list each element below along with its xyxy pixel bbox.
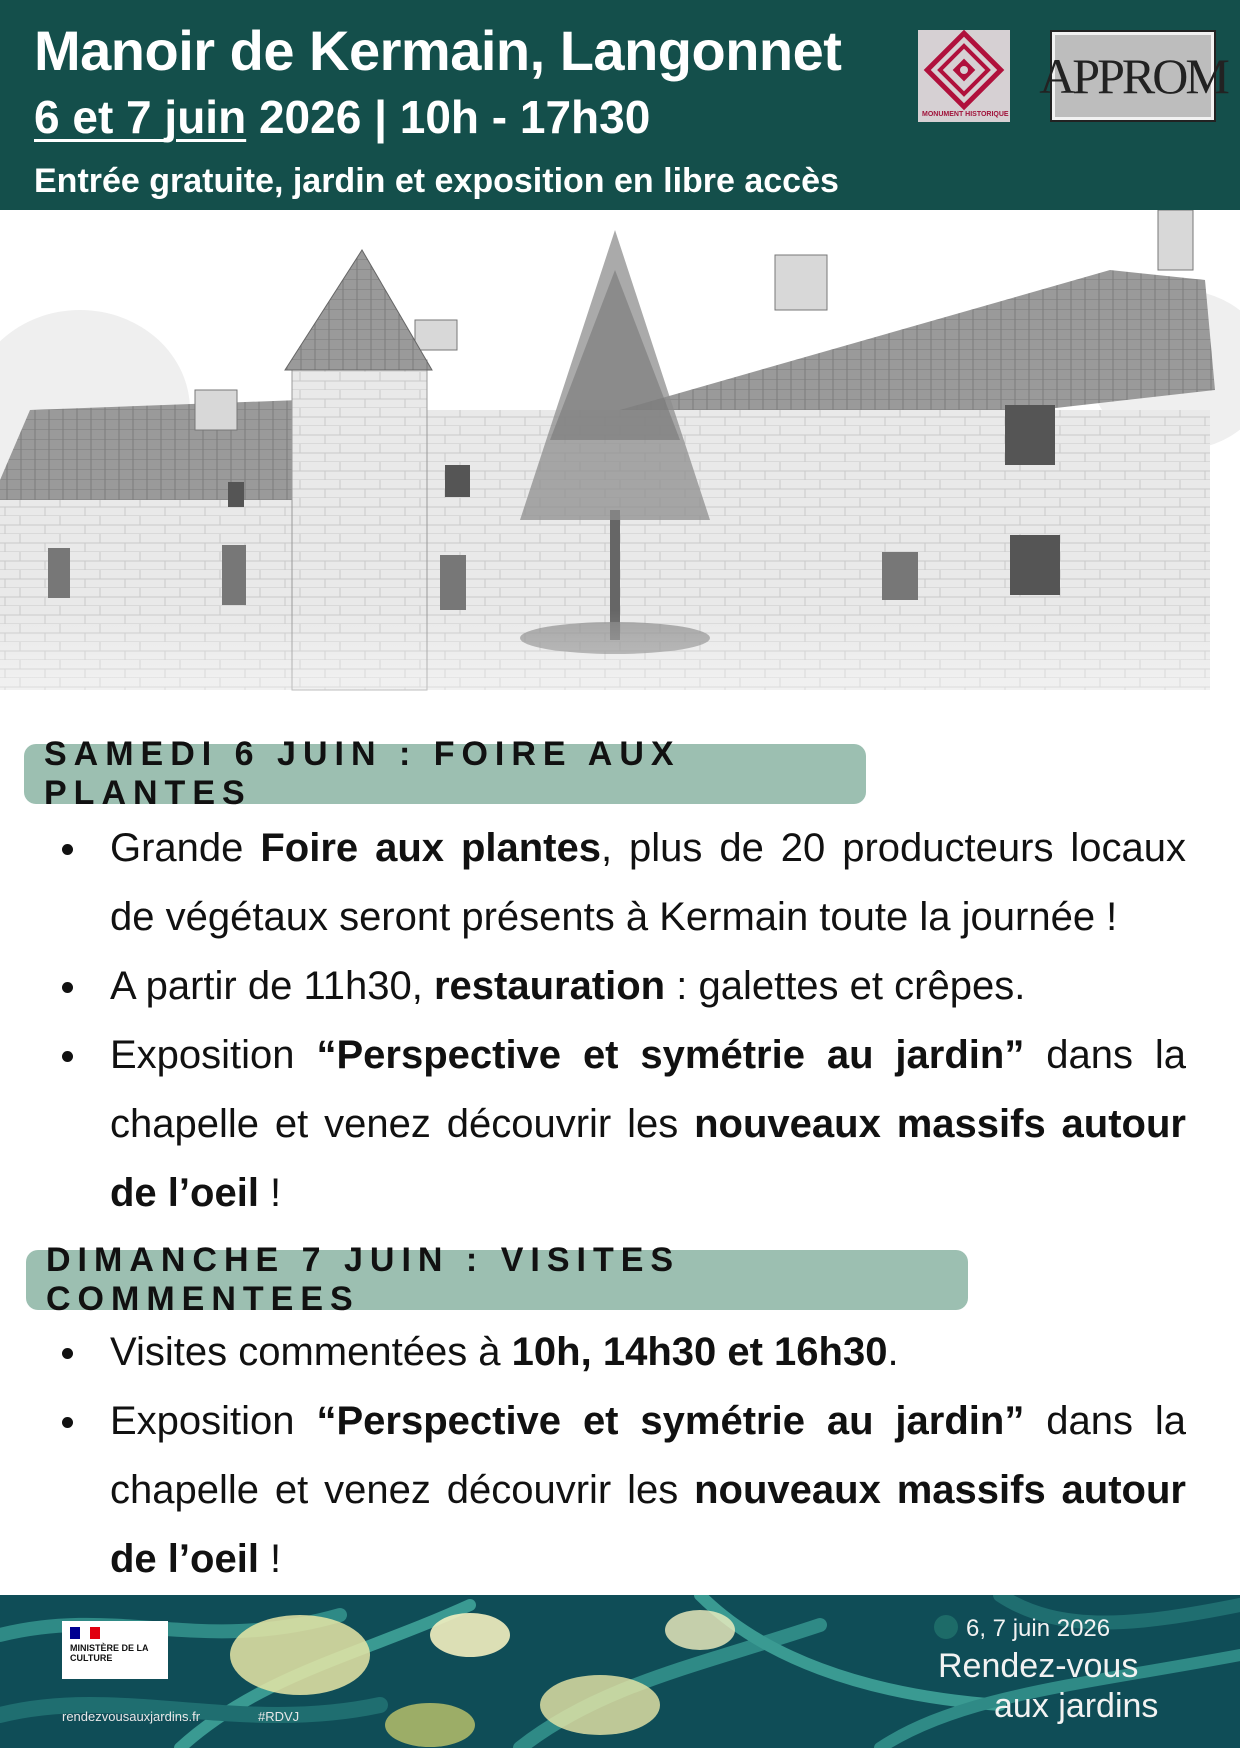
item-text: Exposition xyxy=(110,1399,317,1443)
saturday-heading: SAMEDI 6 JUIN : FOIRE AUX PLANTES xyxy=(24,744,866,804)
list-item xyxy=(110,1021,1186,1228)
item-text: dans la chapelle et venez découvrir les xyxy=(110,1399,1186,1512)
list-item xyxy=(110,1318,1186,1387)
item-text: . xyxy=(887,1330,899,1374)
item-text: Exposition xyxy=(110,1033,317,1077)
footer-url: rendezvousauxjardins.fr xyxy=(62,1709,201,1724)
event-dates xyxy=(34,90,650,144)
approm-logo: APPROM xyxy=(1052,32,1214,120)
entry-info: Entrée gratuite, jardin et exposition en libre accès xyxy=(34,162,839,200)
item-text: dans la chapelle et venez découvrir les xyxy=(110,1033,1186,1146)
item-bold: Foire aux plantes xyxy=(260,826,601,870)
footer-event-line1: Rendez-vous xyxy=(938,1647,1139,1685)
footer-banner xyxy=(0,1595,1240,1748)
item-bold: nouveaux massifs autour de l’oeil xyxy=(110,1468,1186,1581)
item-text: ! xyxy=(258,1171,282,1215)
monument-historique-icon xyxy=(918,30,1010,122)
monument-historique-logo xyxy=(918,30,1010,122)
ministry-text: MINISTÈRE DE LA CULTURE xyxy=(70,1643,149,1663)
item-bold: restauration xyxy=(433,964,666,1008)
footer-event-line2: aux jardins xyxy=(994,1687,1159,1725)
list-item xyxy=(110,952,1186,1021)
sunday-list xyxy=(60,1318,1186,1594)
item-text: A partir de 11h30, xyxy=(110,964,434,1008)
item-text: ! xyxy=(258,1537,282,1581)
item-bold: “Perspective et symétrie au jardin” xyxy=(316,1399,1025,1443)
item-bold: nouveaux massifs autour de l’oeil xyxy=(110,1102,1186,1215)
item-text: Grande xyxy=(110,826,261,870)
list-item xyxy=(110,814,1186,952)
saturday-list xyxy=(60,814,1186,1228)
dates-hours: 2026 | 10h - 17h30 xyxy=(246,91,651,143)
dates-underlined: 6 et 7 xyxy=(34,91,165,143)
sunday-heading: DIMANCHE 7 JUIN : VISITES COMMENTEES xyxy=(26,1250,968,1310)
list-item xyxy=(110,1387,1186,1594)
item-bold: 10h, 14h30 et 16h30 xyxy=(511,1330,888,1374)
page-title: Manoir de Kermain, Langonnet xyxy=(34,19,842,82)
item-bold: “Perspective et symétrie au jardin” xyxy=(316,1033,1025,1077)
item-text: Visites commentées à xyxy=(110,1330,512,1374)
mh-logo-text: MONUMENT HISTORIQUE xyxy=(922,111,1009,118)
footer-date: 6, 7 juin 2026 xyxy=(966,1615,1111,1642)
french-flag-icon xyxy=(70,1627,100,1639)
footer-hashtag: #RDVJ xyxy=(258,1709,300,1724)
item-text: , plus de 20 producteurs locaux de végétaux seront présents à Kermain toute la journée ! xyxy=(110,826,1187,939)
header-banner xyxy=(0,0,1240,210)
item-text: : galettes et crêpes. xyxy=(665,964,1026,1008)
ministry-logo xyxy=(62,1621,168,1679)
dates-month: juin xyxy=(164,91,247,143)
